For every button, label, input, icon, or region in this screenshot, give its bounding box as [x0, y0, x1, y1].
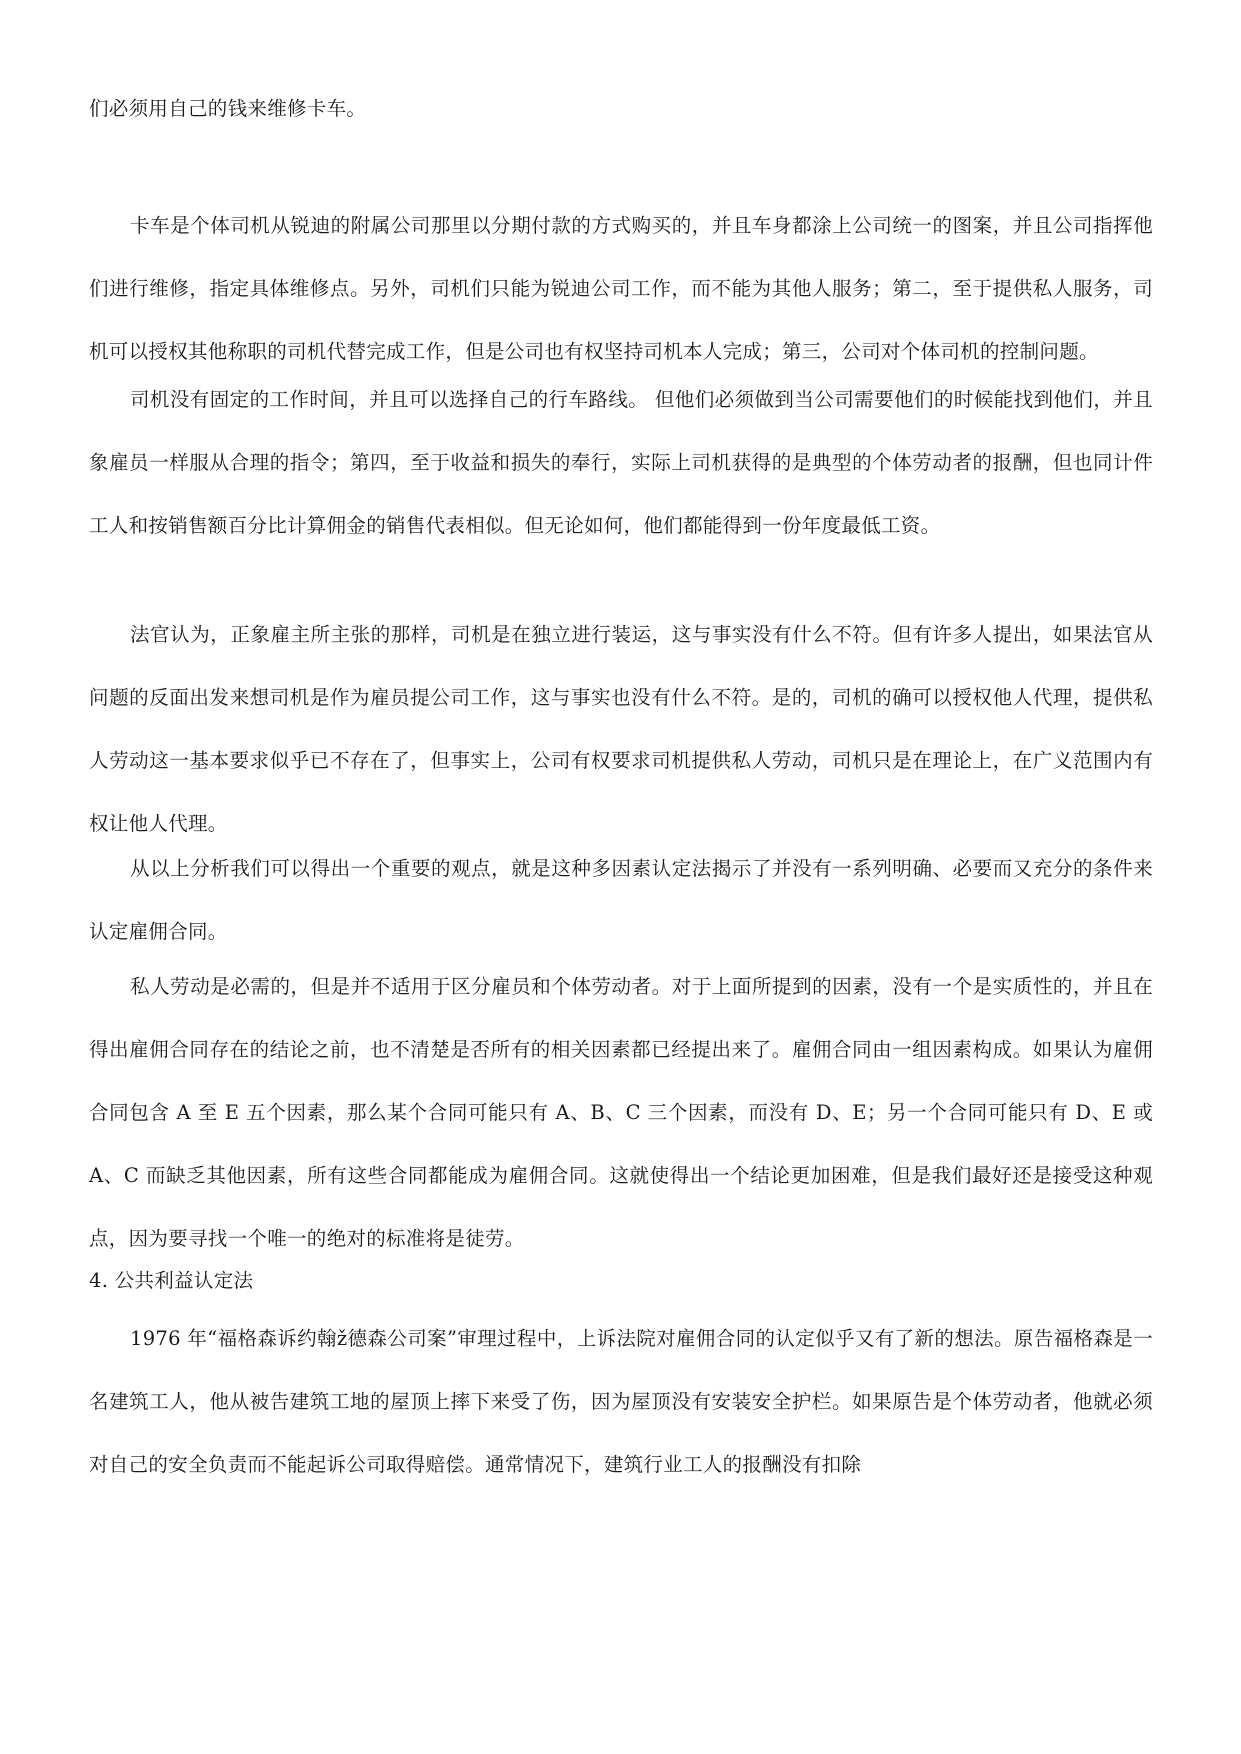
section-heading: 4. 公共利益认定法	[89, 1269, 254, 1292]
paragraph-continuation: 们必须用自己的钱来维修卡车。	[89, 97, 367, 120]
paragraph-ferguson-case: 1976 年“福格森诉约翰ž德森公司案”审理过程中，上诉法院对雇佣合同的认定似乎又有了新的想法。原告福格森是一名建筑工人，他从被告建筑工地的屋顶上摔下来受了伤，因为屋顶没有安装安全护栏。如果原告是个体劳动者，他就必须对自己的安全负责而不能起诉公司取得赔偿。通常情况下，建筑行业工人的报酬没有扣除	[89, 1327, 1153, 1476]
paragraph-truck-purchase: 卡车是个体司机从锐迪的附属公司那里以分期付款的方式购买的，并且车身都涂上公司统一的图案，并且公司指挥他们进行维修，指定具体维修点。另外，司机们只能为锐迪公司工作，而不能为其他人服务；第二，至于提供私人服务，司机可以授权其他称职的司机代替完成工作，但是公司也有权坚持司机本人完成；第三，公司对个体司机的控制问题。	[89, 214, 1153, 363]
paragraph-judge-opinion: 法官认为，正象雇主所主张的那样，司机是在独立进行装运，这与事实没有什么不符。但有许多人提出，如果法官从问题的反面出发来想司机是作为雇员提公司工作，这与事实也没有什么不符。是的，司机的确可以授权他人代理，提供私人劳动这一基本要求似乎已不存在了，但事实上，公司有权要求司机提供私人劳动，司机只是在理论上，在广义范围内有权让他人代理。	[89, 623, 1153, 835]
paragraph-multi-factor-conclusion: 从以上分析我们可以得出一个重要的观点，就是这种多因素认定法揭示了并没有一系列明确、必要而又充分的条件来认定雇佣合同。	[89, 857, 1153, 943]
paragraph-working-hours: 司机没有固定的工作时间，并且可以选择自己的行车路线。 但他们必须做到当公司需要他们的时候能找到他们，并且象雇员一样服从合理的指令；第四，至于收益和损失的奉行，实际上司机获得的是典型的个体劳动者的报酬，但也同计件工人和按销售额百分比计算佣金的销售代表相似。但无论如何，他们都能得到一份年度最低工资。	[89, 388, 1153, 537]
paragraph-personal-labor: 私人劳动是必需的，但是并不适用于区分雇员和个体劳动者。对于上面所提到的因素，没有一个是实质性的，并且在得出雇佣合同存在的结论之前，也不清楚是否所有的相关因素都已经提出来了。雇佣合同由一组因素构成。如果认为雇佣合同包含 A 至 E 五个因素，那么某个合同可能只有 A、B、C 三个因素，而没有 D、E；另一个合同可能只有 D、E 或 A、C 而缺乏其他因素，所有这些合同都能成为雇佣合同。这就使得出一个结论更加困难，但是我们最好还是接受这种观点，因为要寻找一个唯一的绝对的标准将是徒劳。	[89, 975, 1153, 1250]
